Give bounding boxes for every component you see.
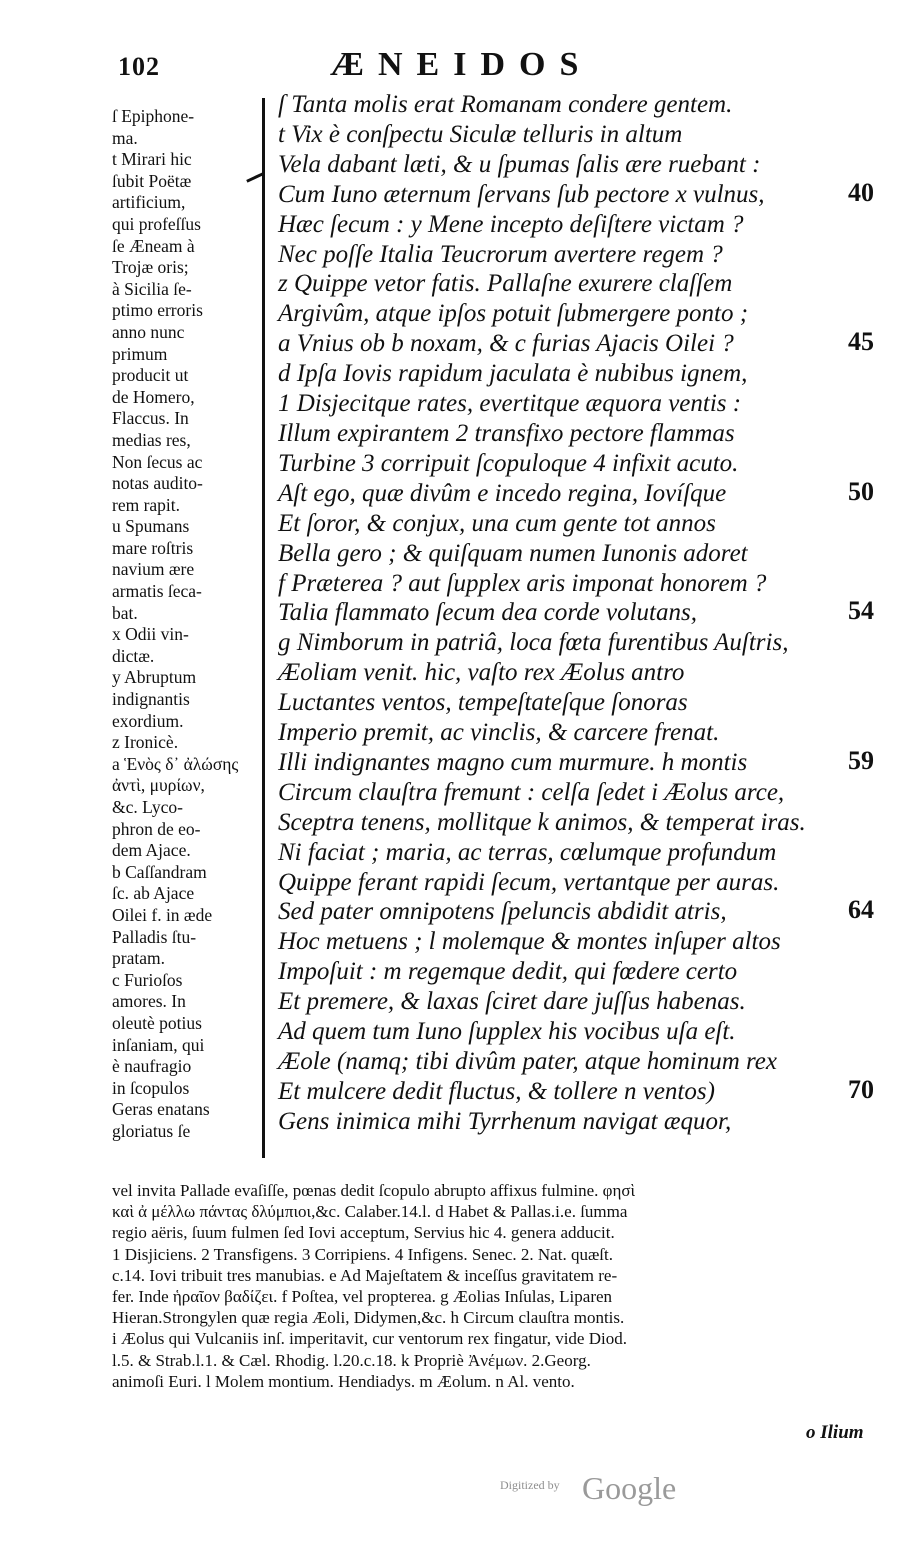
footnote-line: animoſi Euri. l Molem montium. Hendiadys. m Æolum. n Al. vento. [112,1371,575,1391]
margin-note-line: à Sicilia ſe- [112,278,192,299]
digitized-by-label: Digitized by [500,1478,560,1492]
verse-line: Luctantes ventos, tempeſtateſque ſonoras [278,689,688,717]
page-number: 102 [118,52,160,81]
footnote-line: vel invita Pallade evaſiſſe, pœnas dedit ſcopulo abrupto affixus fulmine. φησὶ [112,1181,636,1200]
verse-line: Ad quem tum Iuno ſupplex his vocibus uſa eſt. [278,1018,736,1046]
margin-note-line: Palladis ſtu- [112,926,197,947]
margin-note-line: dictæ. [112,645,155,666]
verse-line: Quippe ferant rapidi ſecum, vertantque per auras. [278,868,780,896]
verse-line: f Præterea ? aut ſupplex aris imponat honorem ? [278,569,767,597]
margin-note-line: Geras enatans [112,1099,210,1120]
verse-line: Bella gero ; & quiſquam numen Iunonis adoret [278,539,748,567]
verse-line: Talia flammato ſecum dea corde volutans, [278,599,697,627]
margin-note-line: de Homero, [112,386,195,407]
margin-note-line: c Furioſos [112,969,183,990]
margin-note-line: amores. In [112,991,186,1012]
verse-line: Turbine 3 corripuit ſcopuloque 4 infixit acuto. [278,449,739,477]
verse-line: a Vnius ob b noxam, & c furias Ajacis Oilei ? [278,330,734,358]
line-number: 59 [848,745,874,775]
margin-note-line: in ſcopulos [112,1077,190,1098]
footnote-line: 1 Disjiciens. 2 Transfigens. 3 Corripiens. 4 Infigens. Senec. 2. Nat. quæſt. [112,1244,613,1264]
verse-line: d Ipſa Iovis rapidum jaculata è nubibus ignem, [278,360,748,388]
margin-note-line: b Caſſandram [112,861,207,882]
margin-note-line: x Odii vin- [112,624,189,645]
margin-note-line: exordium. [112,710,184,731]
line-number: 64 [848,895,874,925]
verse-line: Et ſoror, & conjux, una cum gente tot annos [278,509,716,537]
margin-note-line: ſ Epiphone- [112,106,195,126]
margin-note-line: gloriatus ſe [112,1120,191,1141]
line-number: 40 [848,177,874,207]
margin-note-line: mare roſtris [112,537,194,558]
margin-note-line: anno nunc [112,321,185,342]
verse-line: Imperio premit, ac vinclis, & carcere frenat. [278,719,720,747]
margin-note-line: ma. [112,127,138,148]
verse-line: g Nimborum in patriâ, loca fœta furentibus Auſtris, [278,629,789,657]
margin-note-line: Non ſecus ac [112,451,203,472]
line-number: 50 [848,476,874,506]
verse-line: Et premere, & laxas ſciret dare juſſus habenas. [278,988,746,1016]
margin-note-line: pratam. [112,948,165,969]
margin-note-line: ἀντὶ, μυρίων, [112,775,205,796]
column-rule [262,98,265,1158]
margin-note-line: bat. [112,602,138,623]
margin-note-line: è naufragio [112,1056,192,1077]
verse-column [278,90,878,1137]
verse-line: ſ Tanta molis erat Romanam condere gentem. [278,91,733,118]
verse-line: Vela dabant læti, & u ſpumas ſalis ære ruebant : [278,150,761,178]
margin-note-line: phron de eo- [112,818,201,839]
margin-note-line: Flaccus. In [112,408,189,429]
verse-line: Impoſuit : m regemque dedit, qui fœdere certo [278,958,738,986]
google-watermark: Google [582,1470,677,1506]
margin-note-line: a Ἑνὸς δ᾽ ἀλώσης [112,753,239,774]
margin-note-line: Oilei f. in æde [112,904,213,925]
verse-line: Illum expirantem 2 transfixo pectore flammas [278,419,735,447]
verse-line: Hoc metuens ; l molemque & montes inſuper altos [278,928,781,956]
margin-note-line: rem rapit. [112,494,181,515]
running-title: ÆNEIDOS [330,46,593,83]
verse-line: z Quippe vetor fatis. Pallaſne exurere claſſem [278,270,733,298]
margin-note-line: primum [112,343,168,364]
margin-note-line: navium ære [112,559,195,580]
margin-note-line: dem Ajace. [112,840,191,861]
verse-line: 1 Disjecitque rates, evertitque æquora ventis : [278,390,742,418]
footnote-line: l.5. & Strab.l.1. & Cæl. Rhodig. l.20.c.18. k Propriè Ἀνέμων. 2.Georg. [112,1350,591,1370]
margin-note-line: &c. Lyco- [112,797,183,817]
verse-line: t Vix è conſpectu Siculæ telluris in altum [278,120,683,148]
verse-line: Circum clauſtra fremunt : celſa ſedet i Æolus arce, [278,778,785,806]
margin-notes [112,106,274,1143]
margin-note-line: u Spumans [112,516,190,537]
footnote-line: c.14. Iovi tribuit tres manubias. e Ad Majeſtatem & inceſſus gravitatem re- [112,1265,618,1285]
margin-note-line: indignantis [112,689,190,710]
verse-line: Æoliam venit. hic, vaſto rex Æolus antro [278,659,685,687]
footnotes [112,1180,897,1392]
verse-line: Sed pater omnipotens ſpeluncis abdidit atris, [278,898,727,926]
footnote-line: i Æolus qui Vulcaniis inſ. imperitavit, cur ventorum rex fingatur, vide Diod. [112,1329,627,1349]
verse-line: Gens inimica mihi Tyrrhenum navigat æquor, [278,1107,732,1135]
line-number: 45 [848,327,874,357]
footnote-line: Hieran.Strongylen quæ regia Æoli, Didymen,&c. h Circum clauſtra montis. [112,1308,625,1328]
footnote-line: fer. Inde ἡραῖον βαδίζει. f Poſtea, vel propterea. g Æolias Inſulas, Liparen [112,1287,613,1307]
footnote-line: καὶ ἀ μέλλω πάντας δλύμπιοι,&c. Calaber.14.l. d Habet & Pallas.i.e. ſumma [112,1202,628,1222]
margin-note-line: inſaniam, qui [112,1034,205,1055]
margin-note-line: armatis ſeca- [112,581,202,602]
line-number: 54 [848,596,874,626]
verse-line: Ni faciat ; maria, ac terras, cœlumque profundum [278,838,777,866]
verse-line: Illi indignantes magno cum murmure. h montis [278,748,748,776]
margin-note-line: oleutè potius [112,1012,202,1033]
catchword: o Ilium [806,1422,864,1443]
verse-line: Hæc ſecum : y Mene incepto deſiſtere victam ? [278,210,744,238]
margin-note-line: ſe Æneam à [112,235,195,256]
verse-line: Nec poſſe Italia Teucrorum avertere regem ? [278,240,723,268]
margin-note-line: notas audito- [112,473,203,494]
verse-line: Sceptra tenens, mollitque k animos, & temperat iras. [278,808,806,836]
margin-note-line: qui profeſſus [112,213,201,234]
margin-note-line: Trojæ oris; [112,257,189,278]
margin-note-line: medias res, [112,429,191,450]
line-number: 70 [848,1074,874,1104]
margin-note-line: y Abruptum [112,667,197,688]
margin-note-line: z Ironicè. [112,732,179,753]
verse-line: Æole (namq; tibi divûm pater, atque hominum rex [278,1048,777,1075]
margin-note-line: ſubit Poëtæ [112,170,192,191]
verse-line: Aſt ego, quæ divûm e incedo regina, Iovíſque [278,479,727,507]
margin-note-line: t Mirari hic [112,149,192,170]
margin-note-line: ptimo erroris [112,300,203,321]
verse-line: Et mulcere dedit fluctus, & tollere n ventos) [278,1077,715,1105]
margin-note-line: ſc. ab Ajace [112,883,195,904]
margin-note-line: producit ut [112,365,189,386]
verse-line: Cum Iuno æternum ſervans ſub pectore x vulnus, [278,180,765,208]
footnote-line: regio aëris, ſuum fulmen ſed Iovi acceptum, Servius hic 4. genera adducit. [112,1223,615,1243]
margin-note-line: artificium, [112,192,186,213]
verse-line: Argivûm, atque ipſos potuit ſubmergere ponto ; [278,300,749,328]
